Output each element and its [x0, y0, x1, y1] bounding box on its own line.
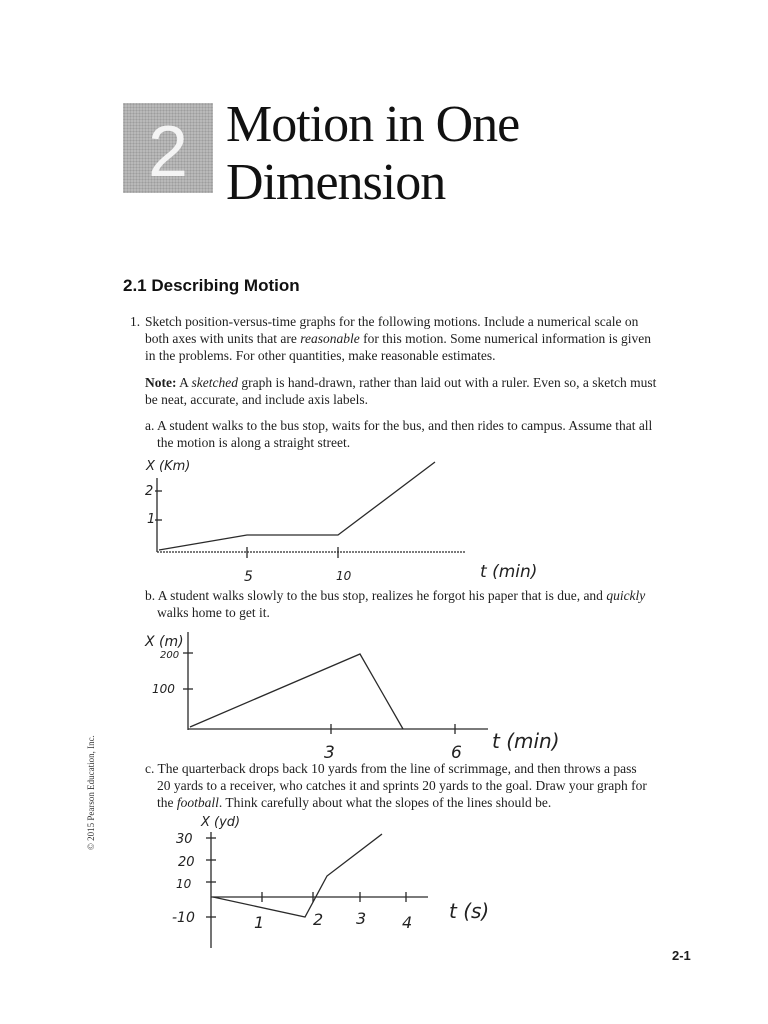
part-b-line1-italic: quickly — [606, 588, 646, 603]
problem-intro-line1: Sketch position-versus-time graphs for the following motions. Include a numerical scale on — [145, 314, 639, 329]
part-c-line3-end: . Think carefully about what the slopes of the lines should be. — [218, 795, 552, 810]
sketch-a-xlabel: t (min) — [480, 562, 538, 582]
note-label: Note: — [145, 375, 177, 390]
sketch-b-xlabel: t (min) — [492, 729, 560, 753]
intro-line2-end: for this motion. Some numerical information is given — [359, 331, 652, 346]
chapter-title-line2: Dimension — [226, 154, 446, 211]
copyright-note: © 2015 Pearson Education, Inc. — [86, 735, 96, 850]
sketch-c-ylabel: X (yd) — [201, 815, 241, 830]
chapter-number: 2 — [147, 112, 189, 192]
sketch-a-xtick-5: 5 — [244, 569, 253, 585]
part-b-line1-start: b. A student walks slowly to the bus stop, realizes he forgot his paper that is due, and — [145, 588, 607, 603]
problem-number: 1. — [130, 314, 141, 329]
page-number: 2-1 — [672, 948, 691, 963]
chapter-title-line1: Motion in One — [226, 96, 520, 153]
sketch-c-ytick-30: 30 — [176, 832, 193, 847]
sketch-c-ytick-10: 10 — [176, 877, 192, 891]
sketch-b-xtick-6: 6 — [451, 743, 462, 763]
sketch-c-xtick-2: 2 — [313, 910, 324, 929]
part-a-line1: a. A student walks to the bus stop, waits for the bus, and then rides to campus. Assume that all — [145, 418, 653, 433]
part-c-line2: 20 yards to a receiver, who catches it and sprints 20 yards to the goal. Draw your graph for — [157, 778, 647, 793]
problem-intro-line3: in the problems. For other quantities, make reasonable estimates. — [145, 348, 496, 363]
part-a-line2: the motion is along a straight street. — [157, 435, 351, 450]
sketch-c-xlabel: t (s) — [449, 899, 490, 923]
intro-line2-start: both axes with units that are — [145, 331, 301, 346]
sketch-a-ytick-2: 2 — [145, 484, 154, 499]
part-b-line2: walks home to get it. — [157, 605, 270, 620]
sketch-b-xtick-3: 3 — [324, 743, 335, 763]
section-heading: 2.1 Describing Motion — [123, 276, 300, 295]
sketch-c-ytick-neg10: -10 — [172, 910, 195, 926]
note-line1-end: graph is hand-drawn, rather than laid out with a ruler. Even so, a sketch must — [237, 375, 657, 390]
sketch-c-ytick-20: 20 — [178, 855, 195, 870]
sketch-a-ytick-1: 1 — [147, 512, 156, 527]
sketch-b-ylabel: X (m) — [145, 634, 184, 650]
sketch-c-xtick-4: 4 — [402, 913, 413, 932]
note-line1-start: A — [176, 375, 192, 390]
part-c-line3-italic: football — [176, 795, 219, 810]
intro-line2-italic: reasonable — [300, 331, 360, 346]
sketch-b-ytick-100: 100 — [152, 682, 175, 696]
sketch-c-position-line — [213, 834, 382, 917]
sketch-c-xtick-3: 3 — [356, 909, 367, 928]
sketch-a-ylabel: X (Km) — [146, 459, 191, 474]
sketch-c-xtick-1: 1 — [254, 913, 265, 932]
note-line2: be neat, accurate, and include axis labels. — [145, 392, 369, 407]
note-line1-italic: sketched — [191, 375, 238, 390]
part-c-line1: c. The quarterback drops back 10 yards from the line of scrimmage, and then throws a pass — [145, 761, 637, 776]
sketch-a-xtick-10: 10 — [336, 569, 352, 583]
sketch-b-ytick-200: 200 — [160, 650, 180, 661]
part-c-line3-start: the — [157, 795, 177, 810]
